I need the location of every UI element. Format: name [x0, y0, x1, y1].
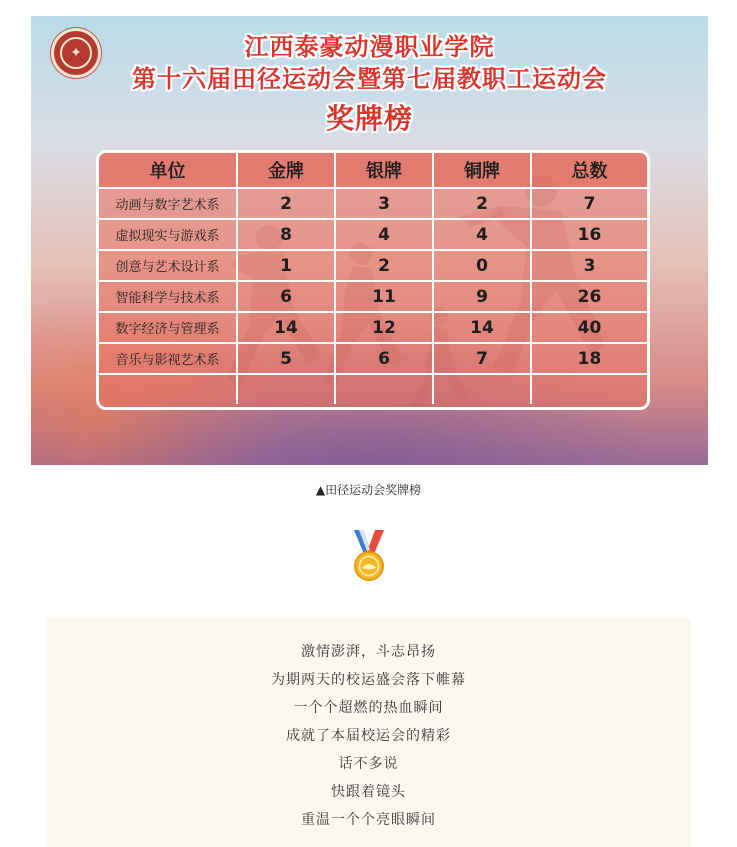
header-total: 总数 — [531, 153, 647, 188]
quote-line: 快跟着镜头 — [331, 784, 406, 800]
cell-unit: 音乐与影视艺术系 — [99, 343, 237, 374]
cell-empty — [335, 374, 433, 404]
cell-bronze: 7 — [433, 343, 531, 374]
cell-bronze: 4 — [433, 219, 531, 250]
medal-table-title: 奖牌榜 — [325, 102, 413, 135]
cell-silver: 2 — [335, 250, 433, 281]
table-row — [99, 281, 647, 312]
table-row — [99, 188, 647, 219]
cell-bronze: 2 — [433, 188, 531, 219]
cell-total: 16 — [531, 219, 647, 250]
quote-line: 重温一个个亮眼瞬间 — [301, 812, 436, 828]
medal-icon — [350, 530, 388, 582]
table-row — [99, 219, 647, 250]
cell-unit: 创意与艺术设计系 — [99, 250, 237, 281]
cell-empty — [531, 374, 647, 404]
college-seal-icon: ✦ — [60, 37, 92, 69]
quote-line: 一个个超燃的热血瞬间 — [293, 700, 444, 716]
event-title: 第十六届田径运动会暨第七届教职工运动会 — [132, 65, 607, 93]
cell-total: 40 — [531, 312, 647, 343]
cell-bronze: 9 — [433, 281, 531, 312]
image-caption: ▲田径运动会奖牌榜 — [315, 483, 422, 497]
cell-gold: 8 — [237, 219, 335, 250]
cell-silver: 12 — [335, 312, 433, 343]
college-name: 江西泰豪动漫职业学院 — [244, 33, 495, 61]
cell-silver: 4 — [335, 219, 433, 250]
quote-box — [46, 617, 691, 847]
cell-bronze: 0 — [433, 250, 531, 281]
cell-empty — [237, 374, 335, 404]
cell-silver: 11 — [335, 281, 433, 312]
table-row — [99, 250, 647, 281]
quote-line: 为期两天的校运盛会落下帷幕 — [271, 672, 466, 688]
cell-unit: 虚拟现实与游戏系 — [99, 219, 237, 250]
table-header-row — [99, 153, 647, 188]
cell-total: 7 — [531, 188, 647, 219]
cell-gold: 1 — [237, 250, 335, 281]
table-row — [99, 343, 647, 374]
cell-gold: 6 — [237, 281, 335, 312]
cell-silver: 3 — [335, 188, 433, 219]
quote-line: 成就了本届校运会的精彩 — [286, 728, 451, 744]
quote-line: 激情澎湃，斗志昂扬 — [301, 644, 436, 660]
medal-banner-image — [31, 16, 708, 465]
header-bronze: 铜牌 — [433, 153, 531, 188]
header-unit: 单位 — [99, 153, 237, 188]
cell-total: 3 — [531, 250, 647, 281]
cell-total: 18 — [531, 343, 647, 374]
header-gold: 金牌 — [237, 153, 335, 188]
cell-unit: 数字经济与管理系 — [99, 312, 237, 343]
table-row — [99, 312, 647, 343]
cell-total: 26 — [531, 281, 647, 312]
cell-unit: 动画与数字艺术系 — [99, 188, 237, 219]
header-silver: 银牌 — [335, 153, 433, 188]
medal-table-panel — [96, 150, 650, 410]
table-row-empty — [99, 374, 647, 404]
cell-empty — [99, 374, 237, 404]
cell-unit: 智能科学与技术系 — [99, 281, 237, 312]
cell-silver: 6 — [335, 343, 433, 374]
medal-table — [99, 153, 647, 404]
cell-bronze: 14 — [433, 312, 531, 343]
cell-gold: 14 — [237, 312, 335, 343]
quote-line: 话不多说 — [338, 756, 399, 772]
cell-gold: 2 — [237, 188, 335, 219]
cell-gold: 5 — [237, 343, 335, 374]
cell-empty — [433, 374, 531, 404]
